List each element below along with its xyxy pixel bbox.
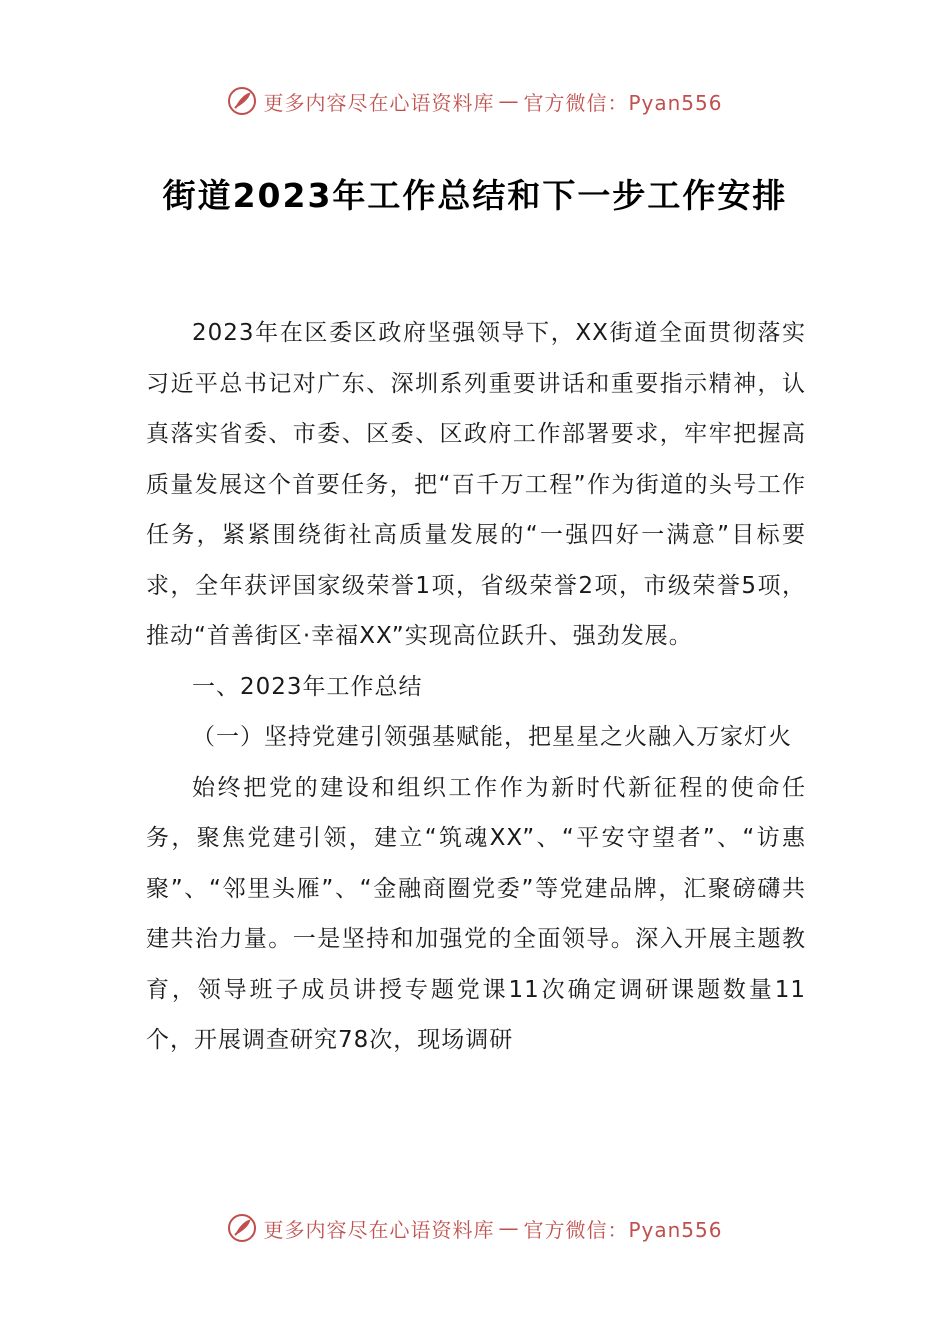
watermark-suffix: 官方微信：Pyan556 (523, 90, 723, 115)
subsection-heading: （一）坚持党建引领强基赋能，把星星之火融入万家灯火 (192, 724, 792, 750)
watermark-banner-bottom (0, 1213, 950, 1243)
watermark-suffix: 官方微信：Pyan556 (523, 1217, 723, 1242)
document-title: 街道2023年工作总结和下一步工作安排 (162, 176, 788, 215)
paragraph-intro: 2023年在区委区政府坚强领导下，XX街道全面贯彻落实习近平总书记对广东、深圳系列重要讲话和重要指示精神，认真落实省委、市委、区委、区政府工作部署要求，牢牢把握高质量发展这个首要任务，把“百千万工程”作为街道的头号工作任务，紧紧围绕街社高质量发展的“一强四好一满意”目标要求，全年获评国家级荣誉1项，省级荣誉2项，市级荣誉5项，推动“首善街区·幸福XX”实现高位跃升、强劲发展。 (146, 320, 806, 649)
watermark-banner-top (0, 86, 950, 116)
watermark-text: 更多内容尽在心语资料库 (263, 90, 495, 115)
quill-logo-icon (227, 86, 257, 116)
paragraph-party-building: 始终把党的建设和组织工作作为新时代新征程的使命任务，聚焦党建引领，建立“筑魂XX”、“平安守望者”、“访惠聚”、“邻里头雁”、“金融商圈党委”等党建品牌，汇聚磅礴共建共治力量。一是坚持和加强党的全面领导。深入开展主题教育，领导班子成员讲授专题党课11次确定调研课题数量11个，开展调查研究78次，现场调研 (146, 774, 806, 1053)
document-body (146, 308, 806, 1066)
watermark-separator: — (498, 1216, 520, 1240)
quill-logo-icon (227, 1213, 257, 1243)
section-heading: 一、2023年工作总结 (192, 673, 423, 700)
watermark-separator: — (498, 89, 520, 113)
watermark-text: 更多内容尽在心语资料库 (263, 1217, 495, 1242)
